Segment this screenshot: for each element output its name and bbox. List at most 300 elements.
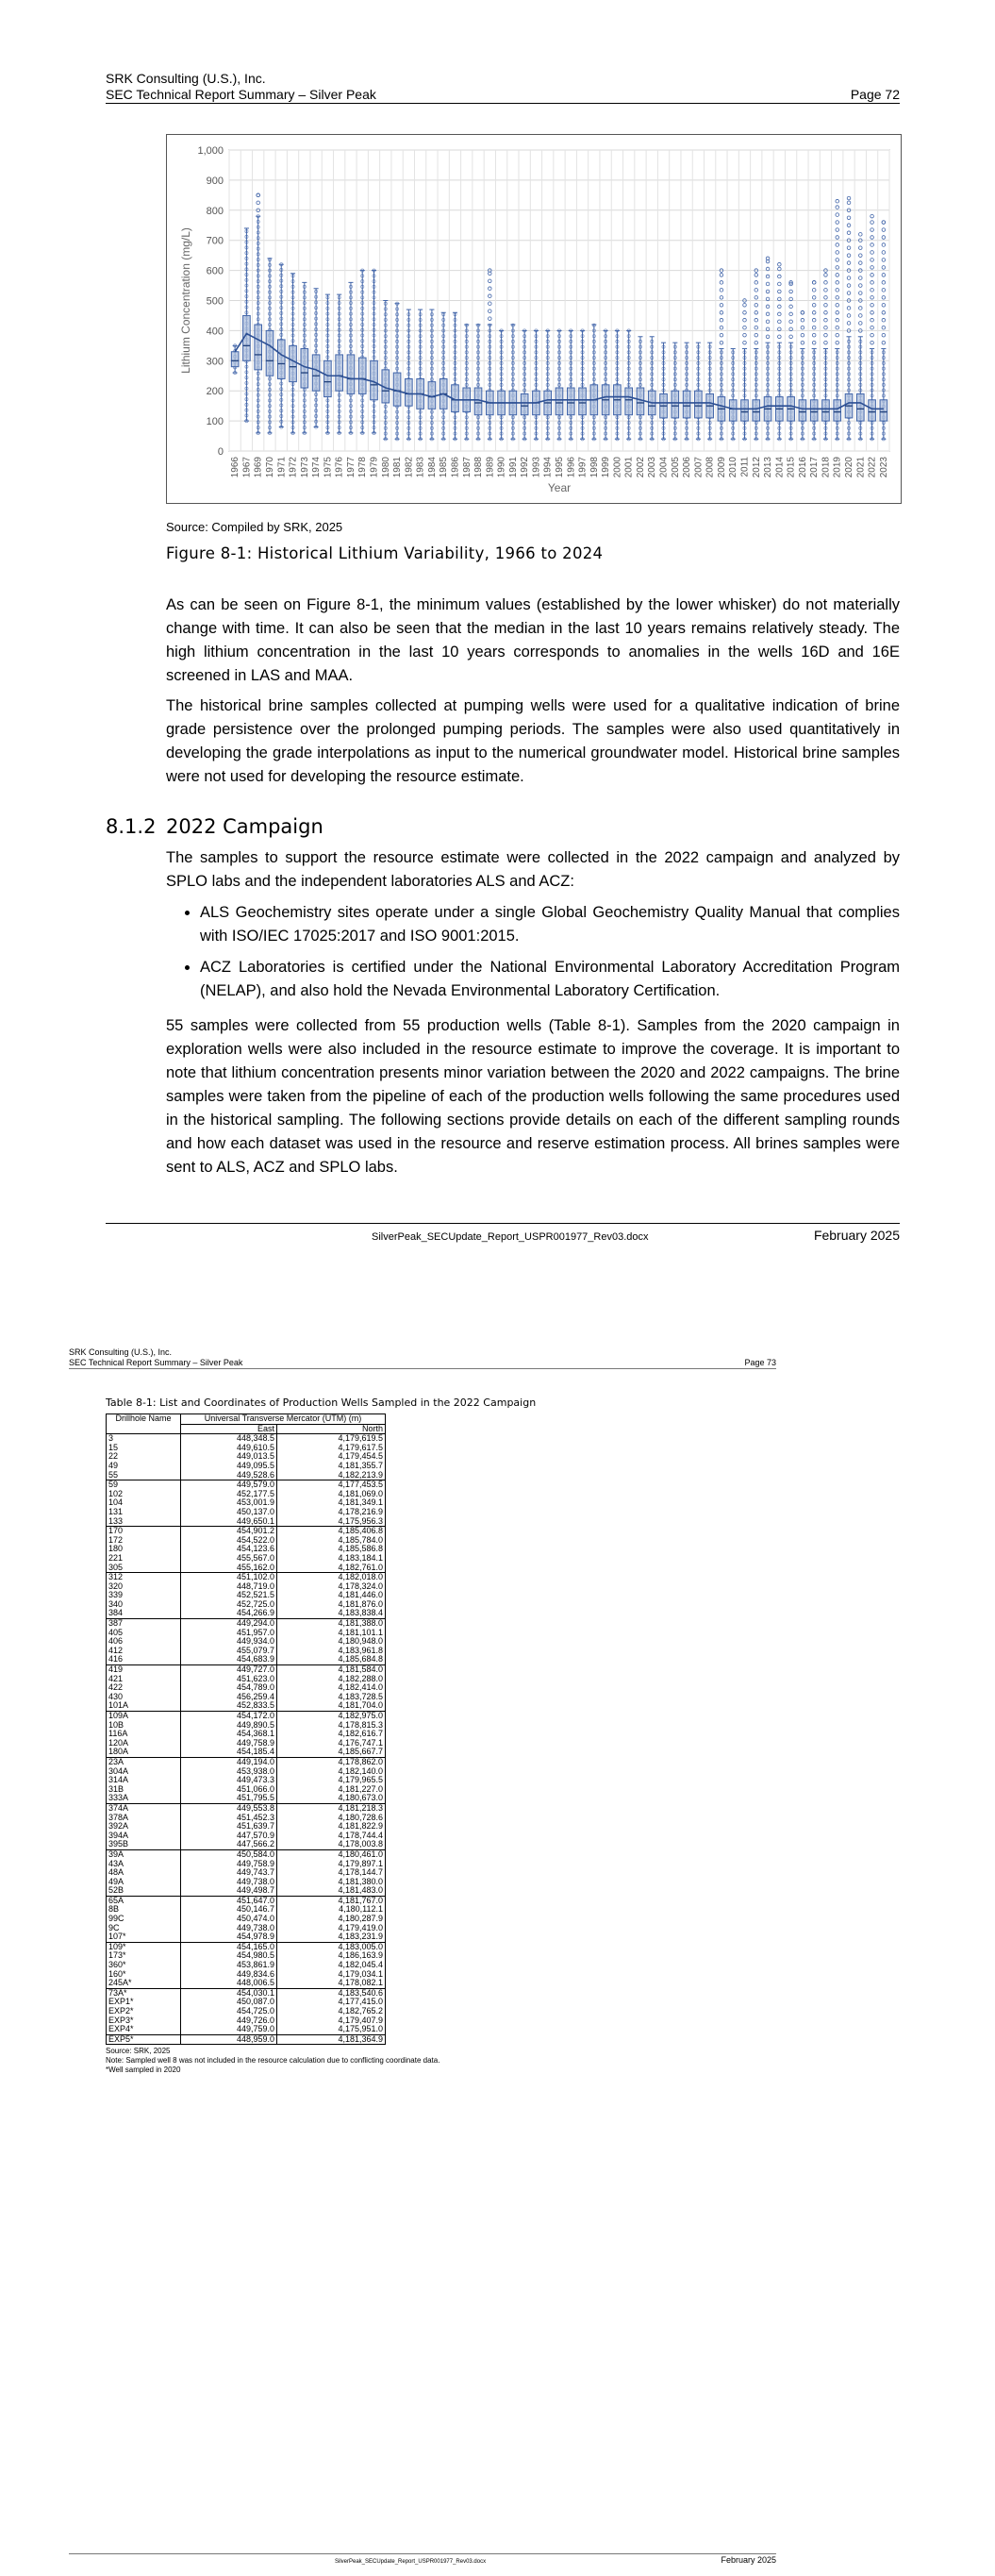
x-tick-label: 2016 (797, 457, 808, 478)
cell-drillhole: 173* (107, 1951, 181, 1961)
cell-drillhole: 172 (107, 1536, 181, 1546)
iqr-box (822, 400, 830, 421)
iqr-box (474, 388, 482, 415)
x-tick-label: 2005 (670, 457, 681, 478)
col-header-east: East (181, 1424, 277, 1434)
page-number: Page 73 (744, 1358, 776, 1367)
cell-north: 4,181,704.0 (277, 1701, 386, 1711)
cell-drillhole: 170 (107, 1527, 181, 1536)
cell-drillhole: 109* (107, 1942, 181, 1951)
paragraph-2: The historical brine samples collected at pumping wells were used for a qualitative indication of brine grade persistence over the prolonged pumping periods. The samples were also used quantitatively in developing the grade interpolations as input to the numerical groundwater model. Historical brine samples were not used for developing the resource estimate. (166, 697, 900, 785)
x-tick-label: 2013 (763, 457, 774, 478)
cell-north: 4,182,140.0 (277, 1767, 386, 1777)
x-tick-label: 1973 (299, 457, 310, 478)
col-header-drillhole: Drillhole Name (107, 1414, 181, 1434)
cell-east: 450,146.7 (181, 1905, 277, 1915)
header-company: SRK Consulting (U.S.), Inc. (69, 1347, 173, 1357)
x-tick-label: 1996 (566, 457, 577, 478)
cell-north: 4,178,082.1 (277, 1979, 386, 1988)
x-tick-label: 2012 (751, 457, 762, 478)
cell-drillhole: 304A (107, 1767, 181, 1777)
cell-north: 4,180,112.1 (277, 1905, 386, 1915)
cell-drillhole: 405 (107, 1629, 181, 1638)
cell-north: 4,181,227.0 (277, 1785, 386, 1795)
cell-east: 449,528.6 (181, 1471, 277, 1480)
x-tick-label: 1967 (241, 457, 253, 478)
cell-north: 4,182,765.2 (277, 2007, 386, 2016)
cell-north: 4,178,003.8 (277, 1840, 386, 1849)
cell-drillhole: 419 (107, 1665, 181, 1675)
y-tick-label: 800 (206, 205, 224, 217)
cell-drillhole: 374A (107, 1803, 181, 1813)
section-title: 2022 Campaign (166, 815, 323, 838)
page-header (106, 71, 900, 104)
y-tick-label: 1,000 (197, 145, 224, 157)
cell-east: 453,861.9 (181, 1961, 277, 1970)
iqr-box (393, 373, 401, 406)
cell-drillhole: 221 (107, 1554, 181, 1564)
iqr-box (301, 349, 308, 388)
cell-north: 4,180,461.0 (277, 1849, 386, 1859)
table-notes (106, 2047, 439, 2075)
x-tick-label: 1980 (380, 457, 391, 478)
iqr-box (567, 388, 574, 415)
cell-north: 4,181,069.0 (277, 1490, 386, 1499)
cell-east: 449,738.0 (181, 1924, 277, 1933)
cell-east: 450,474.0 (181, 1915, 277, 1924)
cell-east: 455,079.7 (181, 1647, 277, 1656)
iqr-box (741, 400, 749, 421)
x-tick-label: 1979 (369, 457, 380, 478)
cell-drillhole: 116A (107, 1730, 181, 1739)
x-tick-label: 2001 (623, 457, 635, 478)
cell-east: 454,980.5 (181, 1951, 277, 1961)
iqr-box (255, 325, 262, 370)
bullet-acz: • ACZ Laboratories is certified under the National Environmental Laboratory Accreditation Program (NELAP), and also hold the Nevada Environmental Laboratory Certification. (200, 956, 900, 1003)
cell-drillhole: 360* (107, 1961, 181, 1970)
cell-north: 4,177,453.5 (277, 1480, 386, 1490)
x-tick-label: 1992 (520, 457, 531, 478)
cell-north: 4,181,483.0 (277, 1886, 386, 1896)
cell-east: 451,647.0 (181, 1896, 277, 1905)
cell-east: 455,162.0 (181, 1564, 277, 1573)
cell-north: 4,175,956.3 (277, 1517, 386, 1527)
cell-east: 448,959.0 (181, 2034, 277, 2045)
cell-north: 4,177,415.0 (277, 1998, 386, 2007)
cell-drillhole: 102 (107, 1490, 181, 1499)
x-tick-label: 1978 (357, 457, 369, 478)
iqr-box (556, 388, 563, 415)
x-tick-label: 1999 (601, 457, 612, 478)
cell-east: 449,095.5 (181, 1462, 277, 1471)
cell-north: 4,181,355.7 (277, 1462, 386, 1471)
cell-north: 4,183,728.5 (277, 1693, 386, 1702)
cell-drillhole: 394A (107, 1832, 181, 1841)
cell-north: 4,175,951.0 (277, 2025, 386, 2034)
cell-drillhole: EXP5* (107, 2034, 181, 2045)
cell-drillhole: EXP4* (107, 2025, 181, 2034)
cell-drillhole: 48A (107, 1868, 181, 1878)
x-tick-label: 2008 (705, 457, 716, 478)
cell-drillhole: EXP3* (107, 2016, 181, 2026)
table-row (107, 1932, 386, 1942)
cell-east: 454,123.6 (181, 1545, 277, 1554)
cell-drillhole: 101A (107, 1701, 181, 1711)
paragraph-1: As can be seen on Figure 8-1, the minimum values (established by the lower whisker) do not materially change with time. It can also be seen that the median in the last 10 years remains relatively steady. The high lithium concentration in the last 10 years corresponds to anomalies in the wells 16D and 16E screened in LAS and MAA. (166, 596, 900, 684)
iqr-box (799, 400, 806, 421)
iqr-box (277, 340, 285, 378)
cell-east: 449,759.0 (181, 2025, 277, 2034)
cell-east: 449,498.7 (181, 1886, 277, 1896)
cell-drillhole: 49 (107, 1462, 181, 1471)
cell-drillhole: 31B (107, 1785, 181, 1795)
cell-east: 452,725.0 (181, 1600, 277, 1610)
cell-drillhole: 131 (107, 1508, 181, 1517)
cell-east: 451,639.7 (181, 1822, 277, 1832)
y-tick-label: 600 (206, 265, 224, 277)
cell-east: 451,795.5 (181, 1794, 277, 1803)
iqr-box (266, 330, 274, 376)
section-heading (106, 815, 323, 838)
x-tick-label: 2022 (867, 457, 878, 478)
cell-drillhole: 430 (107, 1693, 181, 1702)
x-tick-label: 2019 (832, 457, 843, 478)
cell-drillhole: 339 (107, 1591, 181, 1600)
x-tick-label: 2007 (693, 457, 705, 478)
x-tick-label: 2004 (658, 457, 670, 478)
table-row (107, 1471, 386, 1480)
footer-filename: SilverPeak_SECUpdate_Report_USPR001977_Rev03.docx (372, 1231, 649, 1243)
cell-drillhole: 104 (107, 1498, 181, 1508)
x-tick-label: 2018 (821, 457, 832, 478)
cell-east: 454,522.0 (181, 1536, 277, 1546)
y-axis-title: Lithium Concentration (mg/L) (179, 227, 192, 374)
cell-drillhole: 387 (107, 1619, 181, 1629)
x-tick-label: 2006 (682, 457, 693, 478)
cell-north: 4,179,419.0 (277, 1924, 386, 1933)
cell-north: 4,185,406.8 (277, 1527, 386, 1536)
iqr-box (810, 400, 818, 421)
cell-east: 449,758.9 (181, 1739, 277, 1748)
table-caption: Table 8-1: List and Coordinates of Production Wells Sampled in the 2022 Campaign (106, 1397, 537, 1409)
x-tick-label: 1966 (230, 457, 241, 478)
cell-north: 4,179,897.1 (277, 1860, 386, 1869)
iqr-box (347, 355, 355, 393)
cell-drillhole: 133 (107, 1517, 181, 1527)
iqr-box (880, 400, 887, 421)
cell-north: 4,181,446.0 (277, 1591, 386, 1600)
cell-drillhole: 43A (107, 1860, 181, 1869)
closing-paragraph: 55 samples were collected from 55 production wells (Table 8-1). Samples from the 2020 campaign in exploration wells were also included in the resource estimate to improve the coverage. It is important to note that lithium concentration presents minor variation between the 2020 and 2022 campaigns. The brine samples were taken from the pipeline of each of the production wells following the same procedures used in the historical sampling. The following sections provide details on each of the different sampling rounds and how each dataset was used in the resource and reserve estimation process. All brines samples were sent to ALS, ACZ and SPLO labs. (166, 1017, 900, 1176)
cell-drillhole: 406 (107, 1637, 181, 1647)
cell-north: 4,179,965.5 (277, 1776, 386, 1785)
x-tick-label: 2002 (635, 457, 646, 478)
iqr-box (231, 352, 239, 367)
cell-north: 4,183,005.0 (277, 1942, 386, 1951)
page-header (69, 1347, 776, 1369)
cell-east: 452,521.5 (181, 1591, 277, 1600)
cell-east: 454,172.0 (181, 1712, 277, 1721)
cell-east: 454,683.9 (181, 1655, 277, 1664)
x-tick-label: 1977 (345, 457, 357, 478)
cell-drillhole: 55 (107, 1471, 181, 1480)
x-tick-label: 1995 (555, 457, 565, 478)
x-tick-label: 2014 (774, 457, 786, 478)
cell-east: 449,553.8 (181, 1803, 277, 1813)
table-footnote: *Well sampled in 2020 (106, 2066, 181, 2074)
cell-north: 4,178,324.0 (277, 1582, 386, 1592)
cell-drillhole: 107* (107, 1932, 181, 1942)
cell-drillhole: 73A* (107, 1988, 181, 1998)
iqr-box (729, 400, 737, 421)
iqr-box (312, 355, 320, 391)
cell-drillhole: 340 (107, 1600, 181, 1610)
cell-east: 453,938.0 (181, 1767, 277, 1777)
cell-drillhole: 49A (107, 1878, 181, 1887)
cell-east: 454,030.1 (181, 1988, 277, 1998)
table-row (107, 1840, 386, 1849)
cell-east: 451,102.0 (181, 1573, 277, 1582)
table-row (107, 1849, 386, 1859)
iqr-box (428, 382, 436, 410)
y-tick-label: 0 (217, 446, 224, 458)
cell-north: 4,182,213.9 (277, 1471, 386, 1480)
table-row (107, 1886, 386, 1896)
cell-north: 4,182,761.0 (277, 1564, 386, 1573)
cell-east: 452,177.5 (181, 1490, 277, 1499)
table-source: Source: SRK, 2025 (106, 2047, 171, 2055)
iqr-box (290, 345, 297, 381)
section-intro: The samples to support the resource estimate were collected in the 2022 campaign and analyzed by SPLO labs and the independent laboratories ALS and ACZ: (166, 849, 900, 890)
x-tick-label: 2020 (844, 457, 855, 478)
footer-date: February 2025 (721, 2555, 776, 2565)
cell-drillhole: 99C (107, 1915, 181, 1924)
cell-north: 4,185,667.7 (277, 1748, 386, 1757)
cell-north: 4,182,414.0 (277, 1683, 386, 1693)
cell-drillhole: 39A (107, 1849, 181, 1859)
x-tick-label: 1986 (450, 457, 461, 478)
iqr-box (856, 393, 864, 421)
cell-drillhole: 52B (107, 1886, 181, 1896)
cell-north: 4,182,288.0 (277, 1675, 386, 1684)
cell-east: 452,833.5 (181, 1701, 277, 1711)
cell-east: 449,013.5 (181, 1452, 277, 1462)
col-header-utm: Universal Transverse Mercator (UTM) (m) (181, 1414, 386, 1425)
cell-north: 4,182,975.0 (277, 1712, 386, 1721)
cell-north: 4,181,380.0 (277, 1878, 386, 1887)
iqr-box (672, 391, 679, 418)
cell-east: 448,719.0 (181, 1582, 277, 1592)
iqr-box (637, 388, 644, 415)
cell-drillhole: 160* (107, 1970, 181, 1980)
cell-drillhole: 8B (107, 1905, 181, 1915)
cell-north: 4,181,584.0 (277, 1665, 386, 1675)
cell-north: 4,181,349.1 (277, 1498, 386, 1508)
cell-north: 4,185,684.8 (277, 1655, 386, 1664)
cell-north: 4,178,815.3 (277, 1721, 386, 1731)
page-footer (106, 1223, 900, 1243)
cell-drillhole: 9C (107, 1924, 181, 1933)
iqr-box (406, 378, 413, 406)
y-tick-label: 200 (206, 386, 224, 398)
cell-east: 454,266.9 (181, 1609, 277, 1618)
cell-north: 4,182,616.7 (277, 1730, 386, 1739)
x-tick-label: 1972 (288, 457, 299, 478)
bullet-list (166, 901, 900, 1011)
cell-east: 454,978.9 (181, 1932, 277, 1942)
col-header-north: North (277, 1424, 386, 1434)
cell-drillhole: 3 (107, 1434, 181, 1444)
cell-east: 450,137.0 (181, 1508, 277, 1517)
cell-east: 456,259.4 (181, 1693, 277, 1702)
cell-north: 4,181,218.3 (277, 1803, 386, 1813)
x-tick-label: 1997 (577, 457, 589, 478)
cell-drillhole: 333A (107, 1794, 181, 1803)
cell-east: 449,194.0 (181, 1757, 277, 1766)
figure-caption: Figure 8-1: Historical Lithium Variability, 1966 to 2024 (166, 544, 604, 562)
cell-north: 4,181,767.0 (277, 1896, 386, 1905)
y-tick-label: 500 (206, 295, 224, 308)
cell-east: 453,001.9 (181, 1498, 277, 1508)
x-tick-label: 2017 (809, 457, 821, 478)
cell-drillhole: EXP2* (107, 2007, 181, 2016)
page-footer (69, 2553, 776, 2565)
cell-north: 4,181,876.0 (277, 1600, 386, 1610)
wells-table (106, 1413, 386, 2045)
report-page-72 (0, 0, 995, 1279)
header-company: SRK Consulting (U.S.), Inc. (106, 71, 266, 86)
cell-east: 449,726.0 (181, 2016, 277, 2026)
cell-north: 4,176,747.1 (277, 1739, 386, 1748)
x-axis-title: Year (547, 481, 572, 494)
table-row (107, 1609, 386, 1618)
cell-drillhole: 314A (107, 1776, 181, 1785)
x-tick-label: 1990 (496, 457, 507, 478)
cell-east: 449,758.9 (181, 1860, 277, 1869)
cell-north: 4,182,018.0 (277, 1573, 386, 1582)
x-tick-label: 1991 (507, 457, 519, 478)
x-tick-label: 1976 (334, 457, 345, 478)
cell-north: 4,179,407.9 (277, 2016, 386, 2026)
iqr-box (683, 391, 690, 418)
cell-east: 450,087.0 (181, 1998, 277, 2007)
header-report-title: SEC Technical Report Summary – Silver Peak (106, 87, 900, 104)
cell-north: 4,178,144.7 (277, 1868, 386, 1878)
x-tick-label: 1981 (392, 457, 404, 478)
page-number: Page 72 (850, 87, 900, 102)
cell-east: 448,006.5 (181, 1979, 277, 1988)
iqr-box (579, 388, 587, 415)
cell-north: 4,178,862.0 (277, 1757, 386, 1766)
cell-east: 449,610.5 (181, 1444, 277, 1453)
x-tick-label: 1974 (311, 457, 323, 478)
cell-east: 450,584.0 (181, 1849, 277, 1859)
cell-north: 4,185,586.8 (277, 1545, 386, 1554)
cell-east: 449,834.6 (181, 1970, 277, 1980)
cell-drillhole: 180 (107, 1545, 181, 1554)
cell-drillhole: 245A* (107, 1979, 181, 1988)
x-tick-label: 1982 (404, 457, 415, 478)
cell-drillhole: 109A (107, 1712, 181, 1721)
cell-north: 4,185,784.0 (277, 1536, 386, 1546)
cell-north: 4,181,101.1 (277, 1629, 386, 1638)
x-tick-label: 2009 (716, 457, 727, 478)
x-tick-label: 1987 (461, 457, 473, 478)
cell-north: 4,179,034.1 (277, 1970, 386, 1980)
cell-drillhole: 422 (107, 1683, 181, 1693)
figure-source: Source: Compiled by SRK, 2025 (166, 520, 343, 534)
x-tick-label: 2011 (739, 457, 751, 477)
cell-east: 451,452.3 (181, 1814, 277, 1823)
cell-east: 449,743.7 (181, 1868, 277, 1878)
table-row (107, 1748, 386, 1757)
cell-east: 449,579.0 (181, 1480, 277, 1490)
cell-north: 4,180,673.0 (277, 1794, 386, 1803)
cell-north: 4,181,388.0 (277, 1619, 386, 1629)
cell-drillhole: 384 (107, 1609, 181, 1618)
iqr-box (695, 391, 703, 418)
cell-north: 4,178,216.9 (277, 1508, 386, 1517)
cell-east: 449,473.3 (181, 1776, 277, 1785)
chart-svg (167, 135, 901, 503)
cell-east: 449,738.0 (181, 1878, 277, 1887)
cell-drillhole: 59 (107, 1480, 181, 1490)
table-row (107, 1517, 386, 1527)
cell-drillhole: 378A (107, 1814, 181, 1823)
x-tick-label: 1993 (531, 457, 542, 478)
cell-east: 449,650.1 (181, 1517, 277, 1527)
cell-north: 4,183,540.6 (277, 1988, 386, 1998)
iqr-box (521, 393, 528, 414)
table-header-row (107, 1414, 386, 1425)
table-row (107, 1564, 386, 1573)
cell-drillhole: 421 (107, 1675, 181, 1684)
x-tick-label: 1971 (276, 457, 288, 478)
x-tick-label: 1975 (323, 457, 334, 478)
iqr-box (371, 360, 378, 399)
cell-drillhole: 395B (107, 1840, 181, 1849)
y-tick-label: 700 (206, 235, 224, 247)
cell-north: 4,180,948.0 (277, 1637, 386, 1647)
x-tick-label: 1989 (485, 457, 496, 478)
cell-east: 454,165.0 (181, 1942, 277, 1951)
x-tick-label: 2023 (878, 457, 889, 478)
cell-north: 4,183,231.9 (277, 1932, 386, 1942)
cell-east: 451,623.0 (181, 1675, 277, 1684)
lithium-variability-chart (166, 134, 902, 504)
cell-drillhole: 392A (107, 1822, 181, 1832)
cell-east: 449,294.0 (181, 1619, 277, 1629)
cell-east: 449,727.0 (181, 1665, 277, 1675)
x-tick-label: 1988 (473, 457, 485, 478)
iqr-box (869, 400, 876, 421)
cell-drillhole: 180A (107, 1748, 181, 1757)
x-tick-label: 2010 (728, 457, 739, 478)
iqr-box (753, 400, 760, 421)
x-tick-label: 2000 (612, 457, 623, 478)
cell-drillhole: 65A (107, 1896, 181, 1905)
iqr-box (834, 400, 841, 421)
cell-drillhole: 23A (107, 1757, 181, 1766)
x-tick-label: 2015 (786, 457, 797, 478)
table-row (107, 1701, 386, 1711)
cell-north: 4,183,838.4 (277, 1609, 386, 1618)
table-note: Note: Sampled well 8 was not included in the resource calculation due to conflicting coordinate data. (106, 2056, 440, 2065)
x-tick-label: 2003 (647, 457, 658, 478)
cell-north: 4,178,744.4 (277, 1832, 386, 1841)
cell-east: 455,567.0 (181, 1554, 277, 1564)
cell-drillhole: 22 (107, 1452, 181, 1462)
